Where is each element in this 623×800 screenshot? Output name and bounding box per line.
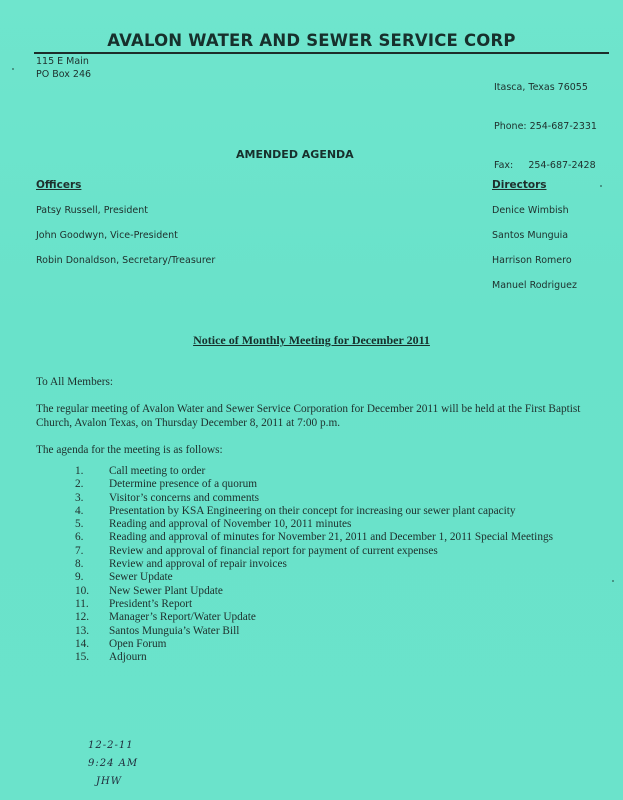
agenda-item <box>75 638 553 651</box>
agenda-text: Manager’s Report/Water Update <box>109 611 256 624</box>
agenda-number: 3. <box>75 491 84 504</box>
agenda-item <box>75 478 553 491</box>
agenda-text: Reading and approval of minutes for November 21, 2011 and December 1, 2011 Special Meetings <box>109 531 554 544</box>
scan-speck <box>600 185 602 187</box>
agenda-text: Review and approval of financial report for payment of current expenses <box>109 544 438 557</box>
agenda-item <box>75 598 553 611</box>
address-city: Itasca, Texas 76055 <box>494 82 588 93</box>
address-phone: Phone: 254-687-2331 <box>494 121 597 132</box>
agenda-text: New Sewer Plant Update <box>109 584 223 597</box>
officer-item: Robin Donaldson, Secretary/Treasurer <box>36 255 216 266</box>
agenda-item <box>75 585 553 598</box>
agenda-item <box>75 518 553 531</box>
agenda-number: 15. <box>75 651 90 664</box>
agenda-text: Sewer Update <box>109 571 173 584</box>
handwritten-time: 9:24 AM <box>88 758 139 769</box>
address-right <box>494 55 597 198</box>
agenda-number: 12. <box>75 611 90 624</box>
agenda-text: Open Forum <box>109 637 167 650</box>
agenda-number: 13. <box>75 624 90 637</box>
notice-title: Notice of Monthly Meeting for December 2011 <box>193 333 430 347</box>
agenda-number: 4. <box>75 504 84 517</box>
address-left <box>36 55 91 81</box>
agenda-item <box>75 492 553 505</box>
agenda-number: 5. <box>75 518 84 531</box>
agenda-item <box>75 558 553 571</box>
agenda-text: Presentation by KSA Engineering on their concept for increasing our sewer plant capacity <box>109 504 516 517</box>
document-title: AMENDED AGENDA <box>236 148 354 161</box>
agenda-text: Adjourn <box>109 651 147 664</box>
agenda-item <box>75 545 553 558</box>
agenda-item <box>75 531 553 544</box>
agenda-intro: The agenda for the meeting is as follows: <box>36 444 223 456</box>
officer-item: John Goodwyn, Vice-President <box>36 230 178 241</box>
agenda-item <box>75 611 553 624</box>
address-po-box: PO Box 246 <box>36 69 92 80</box>
agenda-item <box>75 625 553 638</box>
agenda-item <box>75 465 553 478</box>
agenda-text: Determine presence of a quorum <box>109 478 258 491</box>
handwritten-date: 12-2-11 <box>88 740 134 751</box>
organization-title: AVALON WATER AND SEWER SERVICE CORP <box>107 31 516 50</box>
agenda-number: 14. <box>75 637 90 650</box>
agenda-item <box>75 571 553 584</box>
meeting-body: The regular meeting of Avalon Water and Sewer Service Corporation for December 2011 will be held at the First Baptist Church, Avalon Texas, on Thursday December 8, 2011 at 7:00 p.m. <box>36 403 581 429</box>
agenda-number: 10. <box>75 584 90 597</box>
officers-heading: Officers <box>36 179 82 191</box>
agenda-number: 6. <box>75 531 84 544</box>
salutation: To All Members: <box>36 376 114 388</box>
agenda-number: 7. <box>75 544 84 557</box>
agenda-text: Santos Munguia’s Water Bill <box>109 624 240 637</box>
agenda-text: President’s Report <box>109 597 193 610</box>
agenda-number: 11. <box>75 597 89 610</box>
agenda-item <box>75 505 553 518</box>
agenda-list <box>75 465 553 664</box>
agenda-text: Reading and approval of November 10, 2011 minutes <box>109 518 352 531</box>
address-street: 115 E Main <box>36 56 89 67</box>
agenda-text: Review and approval of repair invoices <box>109 558 287 571</box>
scan-speck <box>612 580 614 582</box>
scan-speck <box>12 68 14 70</box>
directors-heading: Directors <box>492 179 547 191</box>
agenda-number: 2. <box>75 478 84 491</box>
agenda-number: 9. <box>75 571 84 584</box>
agenda-number: 8. <box>75 558 84 571</box>
agenda-item <box>75 651 553 664</box>
director-item: Santos Munguia <box>492 230 569 241</box>
officer-item: Patsy Russell, President <box>36 205 149 216</box>
director-item: Denice Wimbish <box>492 205 569 216</box>
agenda-number: 1. <box>75 465 84 477</box>
director-item: Harrison Romero <box>492 255 572 266</box>
director-item: Manuel Rodriguez <box>492 280 578 291</box>
handwritten-initials: JHW <box>96 776 123 787</box>
letterhead-rule <box>34 52 609 54</box>
address-fax: Fax: 254-687-2428 <box>494 160 596 171</box>
agenda-text: Visitor’s concerns and comments <box>109 491 260 504</box>
agenda-text: Call meeting to order <box>109 465 206 477</box>
